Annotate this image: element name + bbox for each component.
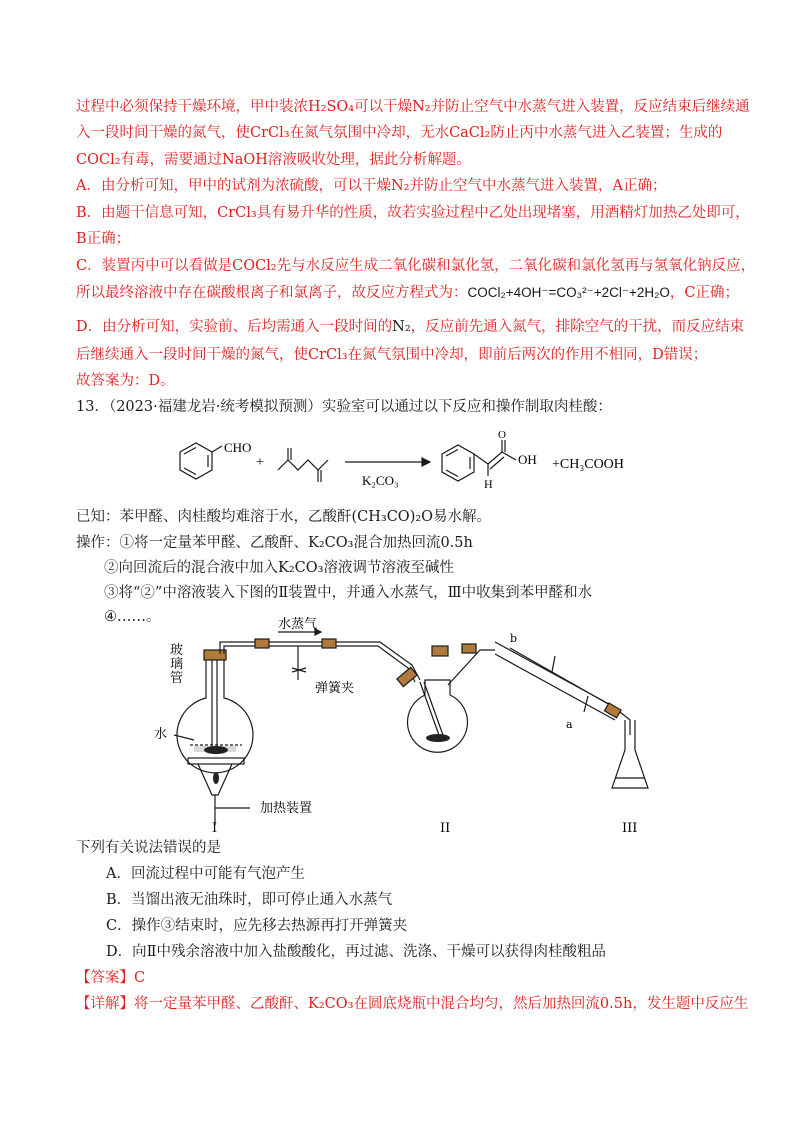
question-13-stem: 13．（2023·福建龙岩·统考模拟预测）实验室可以通过以下反应和操作制取肉桂酸：: [76, 399, 612, 415]
hydrogen-label: H: [484, 477, 493, 491]
detail-tag: 【详解】: [76, 996, 134, 1012]
analysis-option-b-line-2: B正确；: [76, 231, 131, 247]
answer-line: [76, 968, 145, 988]
cho-label: CHO: [224, 440, 252, 455]
flask-1: [177, 660, 253, 773]
analysis-option-d-text-a: D．由分析可知，实验前、后均需通入一段时间的: [76, 319, 393, 335]
analysis-option-c-tail: ，C正确；: [669, 285, 740, 301]
analysis-option-d-line-2: 后继续通入一段时间干燥的氮气，使CrCl₃在氮气氛围中冷却，即前后两次的作用不相同，D错误；: [76, 347, 708, 363]
operation-1: 操作：①将一定量苯甲醛、乙酸酐、K₂CO₃混合加热回流0.5h: [76, 535, 473, 551]
analysis-option-c-line-2: [76, 283, 739, 303]
glass-tube-label-1: 玻: [170, 643, 184, 658]
analysis-option-a: A．由分析可知，甲中的试剂为浓硫酸，可以干燥N₂并防止空气中水蒸气进入装置，A正确；: [76, 178, 667, 194]
distillation-apparatus: [150, 617, 670, 840]
clamp-label: 弹簧夹: [315, 681, 355, 696]
operation-2: ②向回流后的混合液中加入K₂CO₃溶液调节溶液至碱性: [104, 560, 454, 576]
steam-label: 水蒸气: [278, 617, 318, 632]
plus-sign: +: [256, 455, 264, 470]
analysis-option-c-line-1: C．装置丙中可以看做是COCl₂先与水反应生成二氧化碳和氯化氢，二氧化碳和氯化氢再与氢氧化钠反应，: [76, 258, 756, 274]
analysis-line-2: 入一段时间干燥的氮气，使CrCl₃在氮气氛围中冷却，无水CaCl₂防止丙中水蒸气进入乙装置；生成的: [76, 125, 723, 141]
choice-a: A．回流过程中可能有气泡产生: [106, 866, 305, 882]
nitrogen-formula: N₂: [392, 319, 411, 335]
analysis-line-1: 过程中必须保持干燥环境，甲中装浓H₂SO₄可以干燥N₂并防止空气中水蒸气进入装置，反应结束后继续通: [76, 99, 750, 115]
catalyst-label: K₂CO₃: [362, 473, 399, 488]
analysis-conclusion: 故答案为：D。: [76, 373, 175, 389]
glass-tube-label-3: 管: [170, 671, 184, 686]
operation-3: ③将“②”中溶液装入下图的Ⅱ装置中，并通入水蒸气，Ⅲ中收集到苯甲醛和水: [104, 585, 593, 601]
answer-tag: 【答案】: [76, 970, 134, 986]
analysis-option-d-line-1: [76, 317, 744, 337]
reaction-equation: [160, 429, 660, 500]
analysis-line-3: COCl₂有毒，需要通过NaOH溶液吸收处理，据此分析解题。: [76, 152, 471, 168]
hydroxyl-label: OH: [518, 452, 537, 467]
detail-line: [76, 994, 748, 1014]
condenser: [462, 642, 630, 735]
carbonyl-o-label: O: [498, 429, 506, 441]
known-info: 已知：苯甲醛、肉桂酸均难溶于水，乙酸酐(CH₃CO)₂O易水解。: [76, 509, 492, 525]
analysis-option-b-line-1: B．由题干信息可知，CrCl₃具有易升华的性质，故若实验过程中乙处出现堵塞，用酒精灯加热乙处即可，: [76, 205, 750, 221]
question-prompt: 下列有关说法错误的是: [76, 840, 221, 856]
detail-text: 将一定量苯甲醛、乙酸酐、K₂CO₃在圆底烧瓶中混合均匀，然后加热回流0.5h，发生题中反应生: [134, 996, 749, 1012]
heating-device-label: 加热装置: [260, 801, 313, 816]
water-label: 水: [154, 727, 168, 742]
operation-4: ④……。: [104, 609, 161, 625]
apparatus-label-2: II: [440, 821, 451, 836]
acetic-anhydride-structure: [278, 448, 328, 482]
answer-value: C: [134, 970, 146, 986]
glass-tube-label-2: 璃: [170, 657, 184, 672]
choice-c: C．操作③结束时，应先移去热源再打开弹簧夹: [106, 918, 408, 934]
condenser-port-a: a: [566, 718, 573, 731]
acetic-acid-byproduct: +CH₃COOH: [552, 457, 624, 472]
condenser-port-b: b: [510, 632, 518, 645]
benzaldehyde-structure: [180, 443, 222, 479]
apparatus-label-1: I: [212, 821, 218, 836]
choice-b: B．当馏出液无油珠时，即可停止通入水蒸气: [106, 892, 393, 908]
choice-d: D．向Ⅱ中残余溶液中加入盐酸酸化，再过滤、洗涤、干燥可以获得肉桂酸粗品: [106, 944, 606, 960]
apparatus-label-3: III: [622, 821, 638, 836]
reaction-arrow: [345, 458, 430, 466]
analysis-option-d-text-b: ，反应前先通入氮气，排除空气的干扰，而反应结束: [410, 319, 745, 335]
cinnamic-acid-structure: [442, 440, 516, 481]
analysis-option-c-text: 所以最终溶液中存在碳酸根离子和氯离子，故反应方程式为：: [76, 285, 468, 301]
ionic-equation: COCl₂+4OH⁻=CO₃²⁻+2Cl⁻+2H₂O: [467, 285, 670, 300]
